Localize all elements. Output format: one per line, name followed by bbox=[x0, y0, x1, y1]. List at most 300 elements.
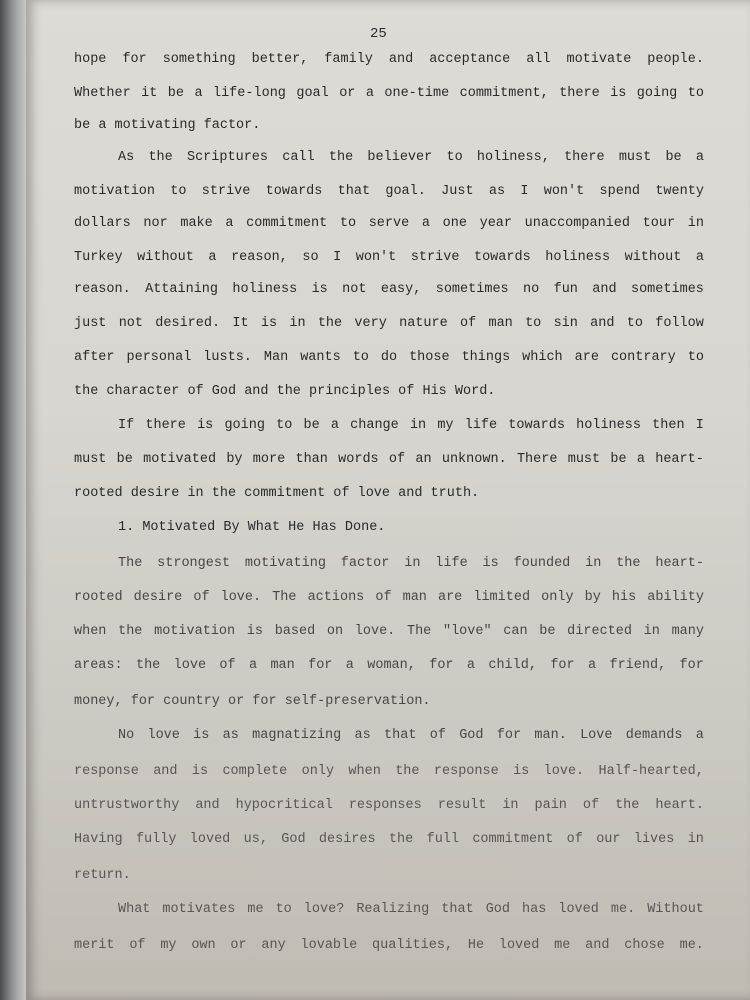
word: in bbox=[409, 418, 427, 433]
word: dollars bbox=[74, 216, 131, 231]
word: motivate bbox=[566, 52, 632, 67]
word: What bbox=[247, 520, 281, 535]
word: motivating bbox=[244, 556, 326, 571]
word: ability bbox=[647, 590, 704, 605]
word: What bbox=[118, 902, 151, 917]
word: If bbox=[118, 418, 135, 433]
word: strongest bbox=[157, 556, 231, 571]
word: His bbox=[422, 384, 447, 399]
text-line bbox=[74, 728, 704, 743]
word: for bbox=[496, 728, 522, 743]
word: be bbox=[610, 452, 627, 467]
word: Done. bbox=[344, 520, 386, 535]
word: on bbox=[326, 624, 344, 639]
word: God bbox=[485, 902, 510, 917]
word: result bbox=[437, 798, 487, 813]
word: country bbox=[163, 694, 220, 709]
word: of bbox=[187, 384, 204, 399]
word: desire bbox=[130, 486, 180, 501]
word: than bbox=[295, 452, 328, 467]
word: reason. bbox=[74, 282, 131, 297]
word: love. bbox=[220, 590, 262, 605]
word: the bbox=[211, 486, 237, 501]
word: return. bbox=[74, 868, 131, 883]
word: man bbox=[402, 590, 427, 605]
word: be bbox=[116, 452, 133, 467]
word: to bbox=[339, 216, 357, 231]
word: words bbox=[338, 452, 379, 467]
word: that bbox=[337, 184, 371, 199]
word: by bbox=[584, 590, 601, 605]
word: lusts. bbox=[203, 350, 252, 365]
word: my bbox=[437, 418, 454, 433]
word: unknown. bbox=[441, 452, 507, 467]
word: for bbox=[550, 658, 575, 673]
word: goal. bbox=[385, 184, 426, 199]
word: response bbox=[433, 764, 499, 779]
word: desires bbox=[318, 832, 376, 847]
word: in bbox=[187, 486, 204, 501]
word: money, bbox=[74, 694, 123, 709]
word: life bbox=[435, 556, 468, 571]
page-number: 25 bbox=[370, 26, 387, 42]
word: "love" bbox=[442, 624, 492, 639]
word: of bbox=[429, 728, 446, 743]
word: and bbox=[195, 798, 220, 813]
word: do bbox=[380, 350, 398, 365]
word: towards bbox=[508, 418, 565, 433]
book-binding-shadow bbox=[0, 0, 26, 1000]
word: an bbox=[415, 452, 432, 467]
word: serve bbox=[368, 216, 410, 231]
word: things bbox=[461, 350, 511, 365]
word: family bbox=[324, 52, 373, 67]
word: and bbox=[153, 764, 178, 779]
text-line bbox=[74, 624, 704, 639]
word: woman, bbox=[367, 658, 416, 673]
text-line bbox=[74, 316, 704, 331]
word: change bbox=[350, 418, 399, 433]
word: heart- bbox=[655, 556, 704, 571]
word: towards bbox=[265, 184, 323, 199]
word: no bbox=[523, 282, 540, 297]
word: something bbox=[162, 52, 236, 67]
word: a bbox=[194, 86, 203, 101]
word: love bbox=[147, 728, 180, 743]
word: motivation bbox=[154, 624, 236, 639]
word: factor. bbox=[203, 118, 261, 133]
word: to bbox=[525, 316, 542, 331]
word: our bbox=[596, 832, 621, 847]
word: Love bbox=[580, 728, 613, 743]
word: be bbox=[167, 86, 184, 101]
word: love. bbox=[543, 764, 585, 779]
text-line bbox=[74, 658, 704, 673]
word: nature bbox=[399, 316, 448, 331]
text-line bbox=[74, 86, 704, 101]
word: chose bbox=[624, 938, 665, 953]
word: of bbox=[388, 452, 406, 467]
word: Turkey bbox=[74, 250, 123, 265]
word: fully bbox=[135, 832, 177, 847]
text-line bbox=[74, 282, 704, 297]
word: those bbox=[409, 350, 450, 365]
word: He bbox=[288, 520, 305, 535]
word: a bbox=[225, 216, 234, 231]
word: life-long bbox=[212, 86, 286, 101]
word: me bbox=[247, 902, 264, 917]
text-line bbox=[74, 250, 704, 265]
word: complete bbox=[222, 764, 288, 779]
word: to bbox=[687, 350, 704, 365]
word: There bbox=[516, 452, 558, 467]
word: the bbox=[317, 316, 343, 331]
word: is bbox=[197, 418, 214, 433]
word: 1. bbox=[118, 520, 135, 535]
word: God bbox=[281, 832, 306, 847]
word: truth. bbox=[430, 486, 480, 501]
word: child, bbox=[488, 658, 537, 673]
word: response bbox=[74, 764, 139, 779]
word: of bbox=[219, 658, 236, 673]
word: must bbox=[567, 452, 601, 467]
word: or bbox=[227, 694, 245, 709]
word: me bbox=[554, 938, 571, 953]
word: a bbox=[330, 418, 339, 433]
text-line bbox=[74, 184, 704, 199]
text-line bbox=[74, 350, 704, 365]
word: has bbox=[522, 902, 547, 917]
word: the bbox=[148, 150, 173, 165]
section-heading bbox=[74, 520, 704, 535]
word: of bbox=[582, 798, 600, 813]
word: the bbox=[395, 764, 420, 779]
word: believer bbox=[367, 150, 433, 165]
word: by bbox=[226, 452, 243, 467]
word: holiness bbox=[545, 250, 611, 265]
word: when bbox=[348, 764, 381, 779]
word: the bbox=[276, 384, 301, 399]
word: that bbox=[441, 902, 474, 917]
word: motivated bbox=[143, 452, 217, 467]
word: to bbox=[170, 184, 187, 199]
word: more bbox=[252, 452, 286, 467]
word: in bbox=[404, 556, 421, 571]
word: self-preservation. bbox=[284, 694, 431, 709]
word: a bbox=[208, 250, 217, 265]
word: man bbox=[270, 658, 295, 673]
text-line bbox=[74, 590, 704, 605]
word: Whether bbox=[74, 86, 131, 101]
word: and bbox=[590, 316, 615, 331]
word: motivation bbox=[74, 184, 156, 199]
word: heart- bbox=[655, 452, 704, 467]
word: follow bbox=[655, 316, 704, 331]
word: of bbox=[375, 590, 392, 605]
word: there bbox=[564, 150, 605, 165]
word: of bbox=[129, 938, 146, 953]
word: It bbox=[232, 316, 249, 331]
word: Word. bbox=[454, 384, 496, 399]
word: a bbox=[98, 118, 107, 133]
word: one bbox=[442, 216, 467, 231]
word: just bbox=[74, 316, 107, 331]
word: holiness, bbox=[476, 150, 550, 165]
word: He bbox=[467, 938, 485, 953]
word: By bbox=[223, 520, 240, 535]
word: God bbox=[459, 728, 484, 743]
text-line bbox=[74, 694, 704, 709]
word: heart. bbox=[655, 798, 704, 813]
word: to bbox=[276, 418, 293, 433]
word: love. bbox=[354, 624, 396, 639]
word: holiness bbox=[576, 418, 641, 433]
word: and bbox=[244, 384, 269, 399]
book-page bbox=[26, 0, 750, 1000]
word: of bbox=[460, 316, 477, 331]
word: without bbox=[137, 250, 194, 265]
word: a bbox=[248, 658, 258, 673]
word: in bbox=[289, 316, 306, 331]
word: won't bbox=[355, 250, 397, 265]
word: as bbox=[488, 184, 506, 199]
word: lovable bbox=[300, 938, 358, 953]
word: commitment bbox=[472, 832, 554, 847]
word: so bbox=[302, 250, 319, 265]
word: are bbox=[574, 350, 599, 365]
word: is bbox=[610, 86, 627, 101]
word: me. bbox=[679, 938, 704, 953]
word: The bbox=[118, 556, 143, 571]
text-line bbox=[74, 938, 704, 953]
word: rooted bbox=[74, 590, 123, 605]
word: pain bbox=[534, 798, 567, 813]
word: is bbox=[260, 316, 278, 331]
word: limited bbox=[473, 590, 531, 605]
word: strive bbox=[201, 184, 251, 199]
word: be bbox=[665, 150, 682, 165]
word: to bbox=[352, 350, 369, 365]
word: and bbox=[388, 52, 414, 67]
word: spend bbox=[599, 184, 641, 199]
word: commitment bbox=[244, 486, 326, 501]
word: for bbox=[122, 52, 147, 67]
word: desired. bbox=[155, 316, 221, 331]
word: many bbox=[671, 624, 704, 639]
word: goal bbox=[296, 86, 329, 101]
word: the bbox=[615, 798, 640, 813]
word: a bbox=[695, 728, 704, 743]
word: going bbox=[224, 418, 265, 433]
word: year bbox=[479, 216, 513, 231]
word: Man bbox=[263, 350, 289, 365]
word: or bbox=[339, 86, 356, 101]
text-line bbox=[74, 118, 704, 133]
word: wants bbox=[300, 350, 341, 365]
word: I bbox=[520, 184, 529, 199]
word: man. bbox=[534, 728, 567, 743]
word: a bbox=[695, 150, 704, 165]
word: Attaining bbox=[145, 282, 219, 297]
word: hypocritical bbox=[235, 798, 333, 813]
text-line bbox=[74, 868, 704, 883]
word: God bbox=[211, 384, 237, 399]
word: Realizing bbox=[356, 902, 430, 917]
word: a bbox=[636, 452, 645, 467]
word: a bbox=[345, 658, 354, 673]
word: rooted bbox=[74, 486, 123, 501]
word: of bbox=[193, 590, 210, 605]
word: is bbox=[513, 764, 530, 779]
word: character bbox=[106, 384, 180, 399]
word: and bbox=[592, 282, 617, 297]
word: for bbox=[130, 694, 156, 709]
word: qualities, bbox=[372, 938, 454, 953]
word: of bbox=[398, 384, 415, 399]
word: As bbox=[118, 150, 135, 165]
word: for bbox=[679, 658, 704, 673]
word: I bbox=[695, 418, 704, 433]
word: is bbox=[246, 624, 263, 639]
word: and bbox=[585, 938, 610, 953]
word: Half-hearted, bbox=[598, 764, 704, 779]
word: Having bbox=[74, 832, 123, 847]
word: in bbox=[585, 556, 602, 571]
word: must bbox=[618, 150, 652, 165]
text-line bbox=[74, 556, 704, 571]
word: all bbox=[526, 52, 551, 67]
word: one-time bbox=[384, 86, 450, 101]
word: loved bbox=[498, 938, 540, 953]
word: the bbox=[118, 624, 143, 639]
word: commitment bbox=[246, 216, 328, 231]
word: after bbox=[74, 350, 115, 365]
word: a bbox=[365, 86, 374, 101]
word: full bbox=[426, 832, 459, 847]
word: Scriptures bbox=[186, 150, 268, 165]
word: in bbox=[687, 216, 704, 231]
word: reason, bbox=[231, 250, 288, 265]
word: can bbox=[503, 624, 528, 639]
word: for bbox=[308, 658, 333, 673]
word: his bbox=[611, 590, 637, 605]
word: better, bbox=[251, 52, 309, 67]
word: won't bbox=[543, 184, 585, 199]
word: any bbox=[261, 938, 286, 953]
word: of bbox=[333, 486, 350, 501]
word: No bbox=[118, 728, 135, 743]
word: only bbox=[301, 764, 335, 779]
word: a bbox=[466, 658, 475, 673]
word: loved bbox=[189, 832, 231, 847]
word: love bbox=[173, 658, 207, 673]
word: to bbox=[626, 316, 643, 331]
word: areas: bbox=[74, 658, 123, 673]
word: very bbox=[354, 316, 387, 331]
word: The bbox=[406, 624, 432, 639]
word: the bbox=[616, 556, 641, 571]
word: or bbox=[230, 938, 247, 953]
word: love bbox=[357, 486, 391, 501]
word: factor bbox=[340, 556, 390, 571]
text-line bbox=[74, 150, 704, 165]
word: there bbox=[145, 418, 186, 433]
word: loved bbox=[558, 902, 599, 917]
word: the bbox=[388, 832, 414, 847]
text-line bbox=[74, 216, 704, 231]
word: the bbox=[74, 384, 99, 399]
word: not bbox=[118, 316, 143, 331]
word: sometimes bbox=[630, 282, 704, 297]
text-line bbox=[74, 452, 704, 467]
word: Has bbox=[312, 520, 337, 535]
word: not bbox=[342, 282, 367, 297]
word: motivating bbox=[114, 118, 196, 133]
word: own bbox=[191, 938, 216, 953]
word: motivates bbox=[162, 902, 236, 917]
word: desire bbox=[133, 590, 183, 605]
word: sometimes bbox=[435, 282, 509, 297]
word: man bbox=[488, 316, 513, 331]
word: the bbox=[135, 658, 161, 673]
word: us, bbox=[243, 832, 268, 847]
word: a bbox=[588, 658, 597, 673]
word: be bbox=[539, 624, 556, 639]
word: my bbox=[160, 938, 177, 953]
word: when bbox=[74, 624, 107, 639]
word: be bbox=[74, 118, 91, 133]
word: acceptance bbox=[429, 52, 511, 67]
word: is bbox=[311, 282, 328, 297]
word: only bbox=[541, 590, 574, 605]
word: holiness bbox=[232, 282, 298, 297]
word: based bbox=[274, 624, 316, 639]
word: to bbox=[275, 902, 292, 917]
word: sin bbox=[553, 316, 578, 331]
word: and bbox=[398, 486, 423, 501]
word: it bbox=[141, 86, 158, 101]
word: Just bbox=[441, 184, 474, 199]
word: without bbox=[624, 250, 682, 265]
word: make bbox=[180, 216, 213, 231]
word: strive bbox=[410, 250, 460, 265]
text-line bbox=[74, 384, 704, 399]
word: Motivated bbox=[142, 520, 216, 535]
word: love? bbox=[303, 902, 345, 917]
word: the bbox=[328, 150, 354, 165]
word: founded bbox=[513, 556, 571, 571]
word: that bbox=[384, 728, 417, 743]
word: which bbox=[522, 350, 563, 365]
word: of bbox=[566, 832, 583, 847]
text-line bbox=[74, 902, 704, 917]
word: in bbox=[687, 832, 704, 847]
word: personal bbox=[126, 350, 192, 365]
word: I bbox=[333, 250, 342, 265]
word: life bbox=[464, 418, 498, 433]
word: lives bbox=[633, 832, 675, 847]
word: for bbox=[252, 694, 277, 709]
word: nor bbox=[143, 216, 168, 231]
word: principles bbox=[309, 384, 391, 399]
word: fun bbox=[553, 282, 578, 297]
word: unaccompanied bbox=[524, 216, 630, 231]
word: directed bbox=[567, 624, 632, 639]
word: be bbox=[303, 418, 320, 433]
word: as bbox=[222, 728, 239, 743]
word: people. bbox=[647, 52, 704, 67]
word: in bbox=[502, 798, 519, 813]
